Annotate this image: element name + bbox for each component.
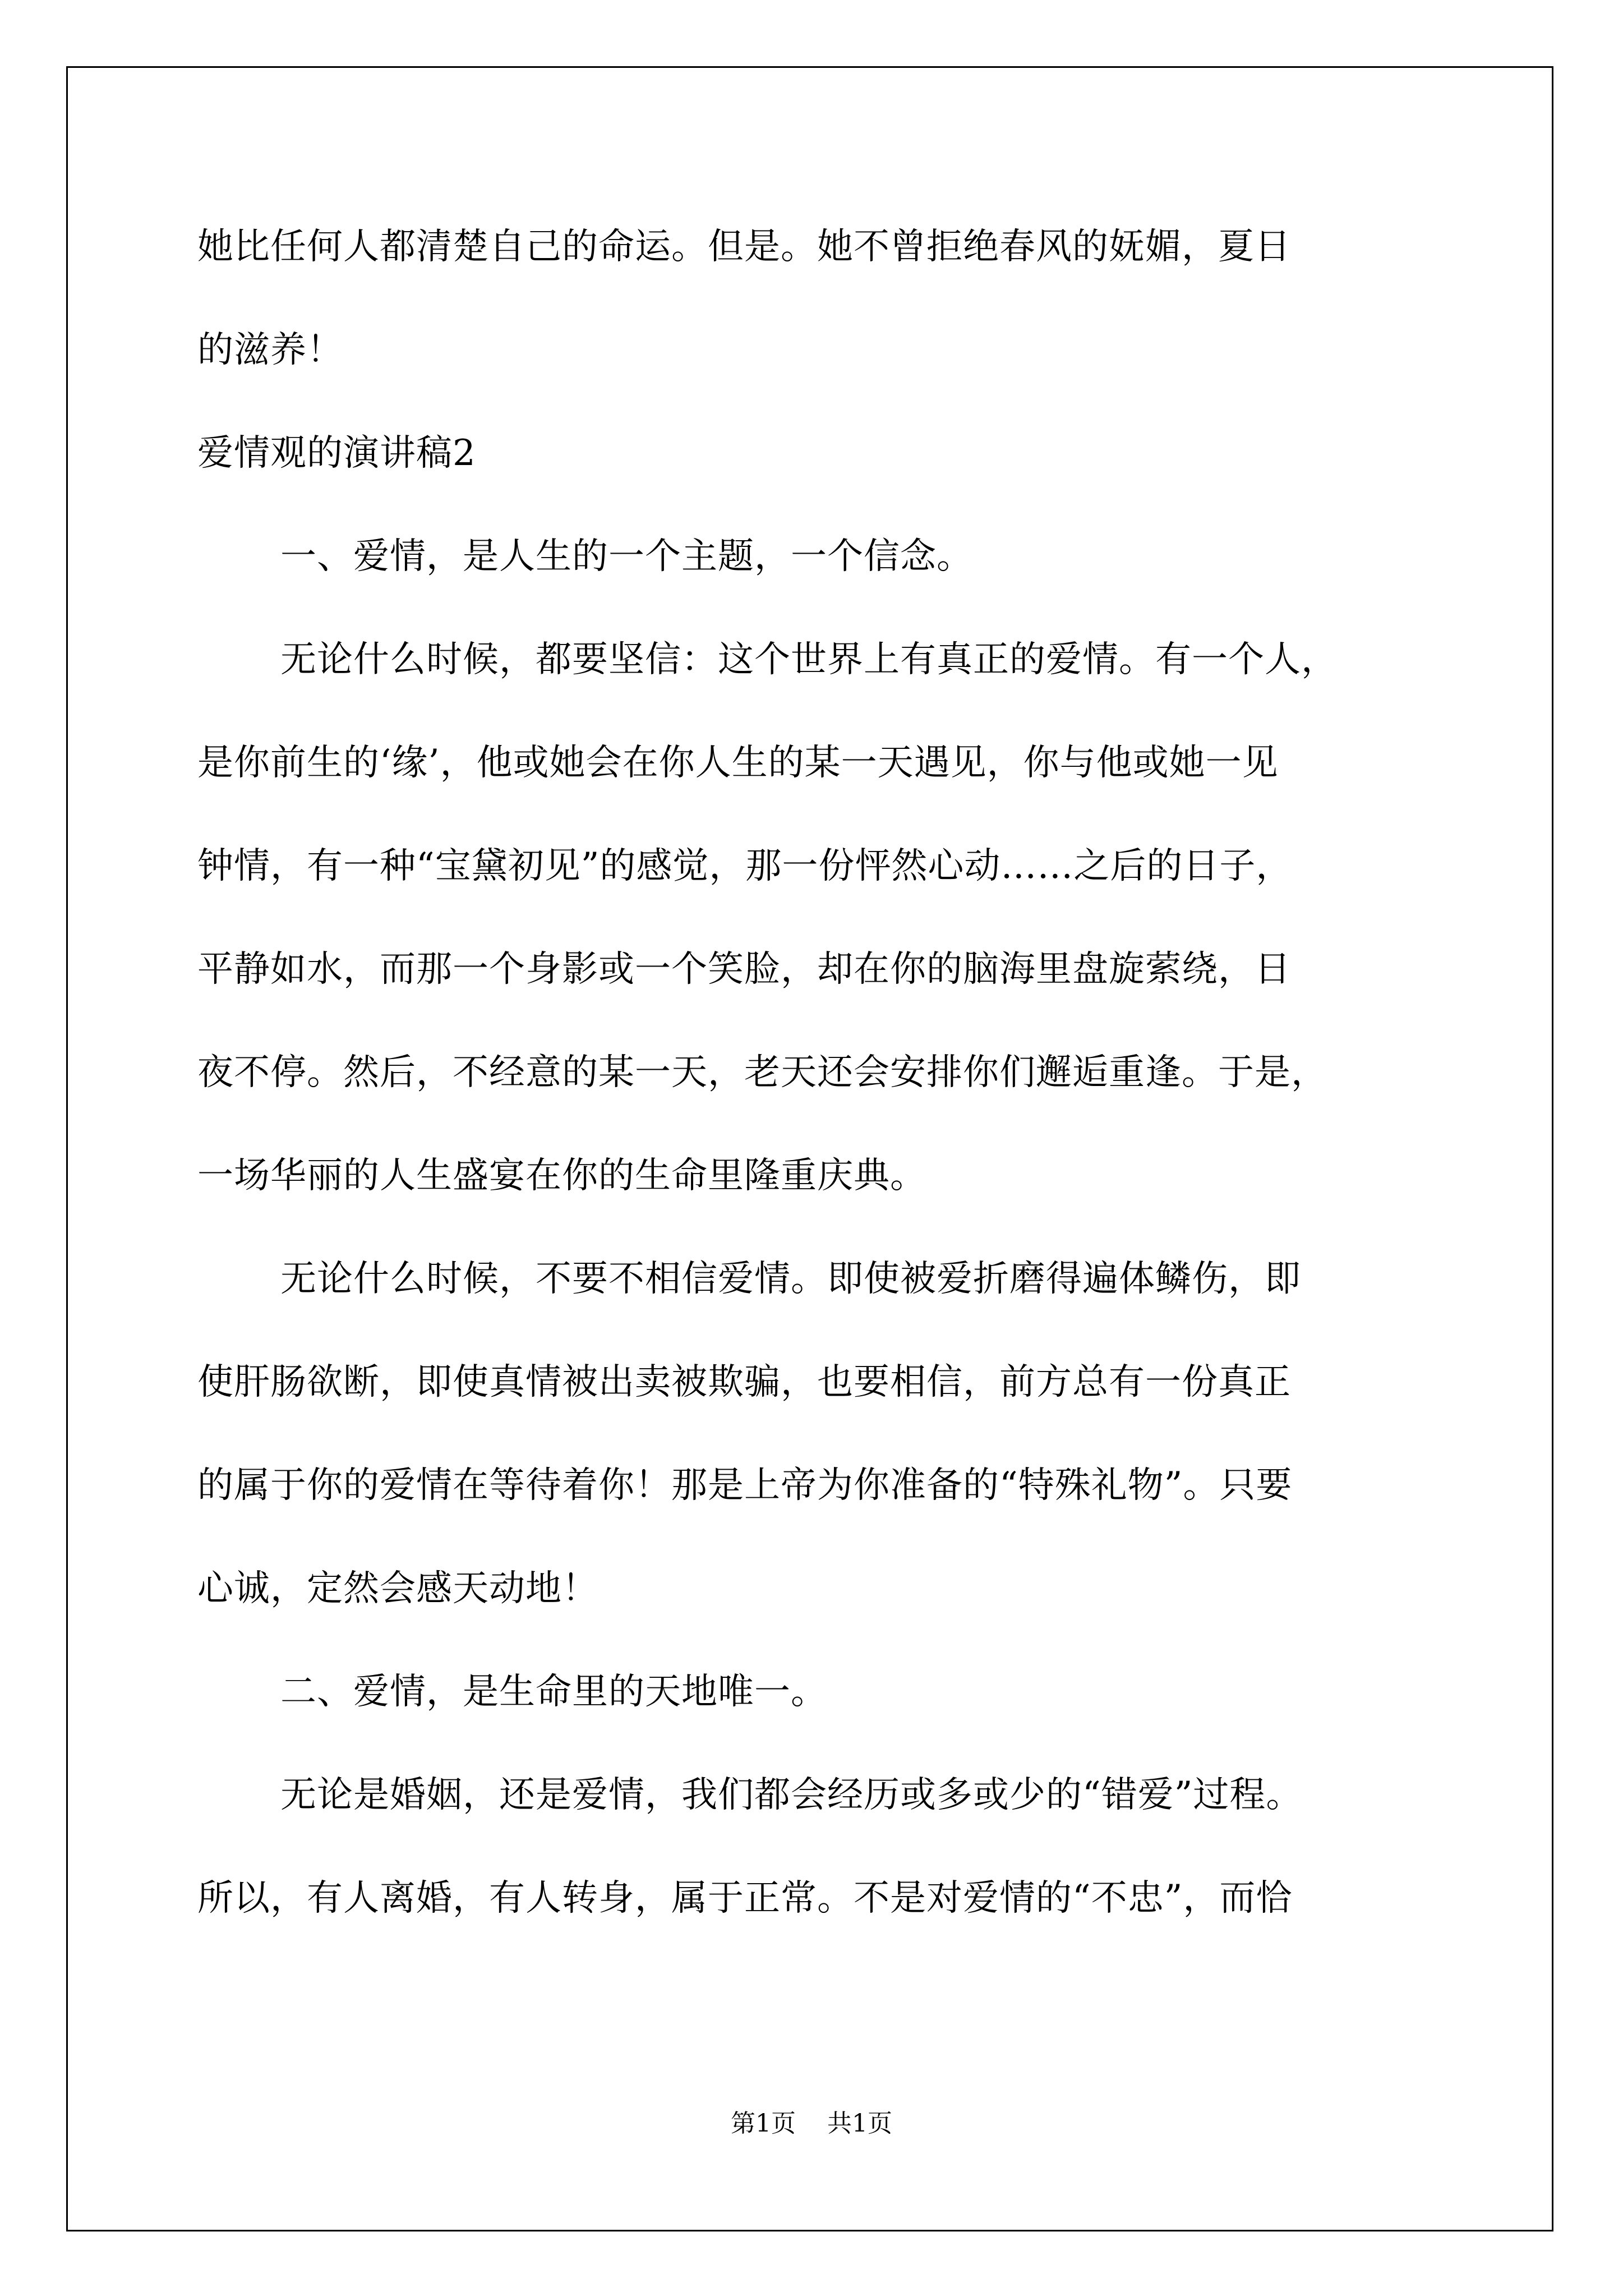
text-line: 的滋养！: [197, 329, 343, 371]
paragraph-line: 使肝肠欲断，即使真情被出卖被欺骗，也要相信，前方总有一份真正: [197, 1361, 1291, 1403]
paragraph-line: 无论什么时候，都要坚信：这个世界上有真正的爱情。有一个人，: [280, 639, 1338, 680]
paragraph-line: 无论是婚姻，还是爱情，我们都会经历或多或少的“错爱”过程。: [280, 1774, 1303, 1816]
page-number-total: 共1页: [827, 2109, 892, 2138]
paragraph-line: 夜不停。然后，不经意的某一天，老天还会安排你们邂逅重逢。于是，: [197, 1052, 1327, 1093]
section-heading: 二、爱情，是生命里的天地唯一。: [280, 1671, 827, 1713]
page-number-current: 第1页: [731, 2109, 796, 2138]
section-title: 爱情观的演讲稿2: [197, 432, 476, 474]
paragraph-line: 无论什么时候，不要不相信爱情。即使被爱折磨得遍体鳞伤，即: [280, 1258, 1301, 1300]
paragraph-line: 平静如水，而那一个身影或一个笑脸，却在你的脑海里盘旋萦绕，日: [197, 949, 1291, 990]
section-heading: 一、爱情，是人生的一个主题，一个信念。: [280, 536, 973, 577]
page-footer: [0, 2108, 1623, 2139]
paragraph-line: 钟情，有一种“宝黛初见”的感觉，那一份怦然心动……之后的日子，: [197, 845, 1293, 887]
paragraph-line: 是你前生的‘缘’，他或她会在你人生的某一天遇见，你与他或她一见: [197, 742, 1279, 784]
paragraph-line: 心诚，定然会感天动地！: [197, 1568, 598, 1609]
paragraph-line: 所以，有人离婚，有人转身，属于正常。不是对爱情的“不忠”，而恰: [197, 1878, 1293, 1919]
text-line: 她比任何人都清楚自己的命运。但是。她不曾拒绝春风的妩媚，夏日: [197, 226, 1291, 268]
paragraph-line: 一场华丽的人生盛宴在你的生命里隆重庆典。: [197, 1155, 926, 1197]
paragraph-line: 的属于你的爱情在等待着你！那是上帝为你准备的“特殊礼物”。只要: [197, 1465, 1293, 1506]
